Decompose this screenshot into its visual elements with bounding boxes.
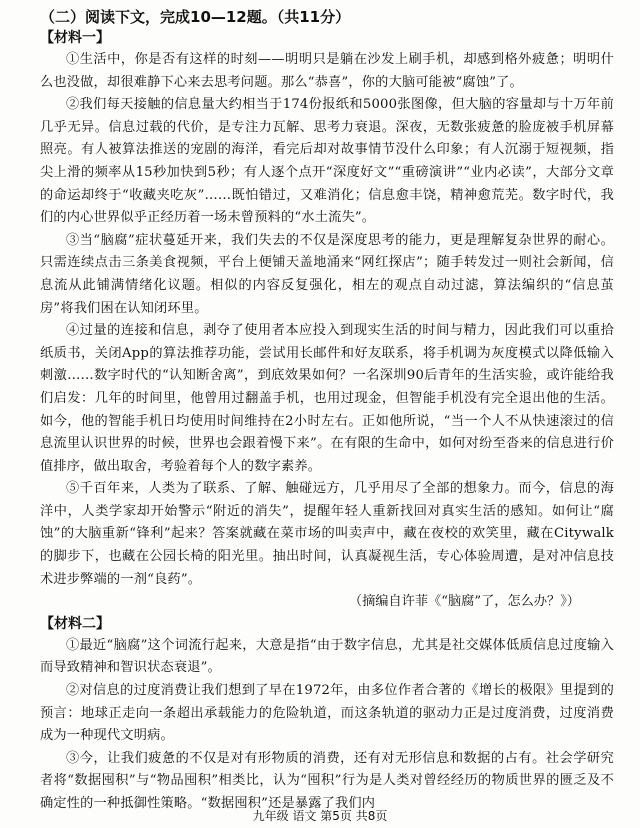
material-1-source: （摘编自许菲《“脑腐”了，怎么办？》） [348, 594, 580, 610]
material-2-label: 【材料二】 [40, 615, 110, 632]
page-footer: 九年级 语文 第5页 共8页 [252, 809, 388, 823]
material-2-paragraph-3: ③今，让我们疲惫的不仅是对有形物质的消费，还有对无形信息和数据的占有。社会学研究者将“数据囤积”与“物品囤积”相类比，认为“囤积”行为是人类对曾经经历的物质世界的匮乏及不确定性的一种抵御性策略。“数据囤积”还是暴露了我们内 [40, 750, 614, 810]
material-2-paragraph-2: ②对信息的过度消费让我们想到了早在1972年，由多位作者合著的《增长的极限》里提到的预言：地球正走向一条超出承载能力的危险轨道，而这条轨道的驱动力正是过度消费，过度消费成为一种现代文明病。 [40, 683, 614, 744]
material-2-paragraph-1: ①最近“脑腐”这个词流行起来，大意是指“由于数字信息，尤其是社交媒体低质信息过度输入而导致精神和智识状态衰退”。 [40, 637, 614, 676]
material-1-paragraph-4: ④过量的连接和信息，剥夺了使用者本应投入到现实生活的时间与精力，因此我们可以重拾纸质书，关闭App的算法推荐功能，尝试用长邮件和好友联系，将手机调为灰度模式以降低输入刺激……数字时代的“认知断舍离”，到底效果如何？一名深圳90后青年的生活实验，或许能给我们启发：几年的时间里，他曾用过翻盖手机，也用过现金，但智能手机没有完全退出他的生活。如今，他的智能手机日均使用时间维持在2小时左右。正如他所说，“当一个人不从快速滚过的信息流里认识世界的时候，世界也会跟着慢下来”。在有限的生命中，如何对纷至沓来的信息进行价值排序，做出取舍，考验着每个人的数字素养。 [40, 323, 614, 474]
material-1-paragraph-5: ⑤千百年来，人类为了联系、了解、触碰远方，几乎用尽了全部的想象力。而今，信息的海洋中，人类学家却开始警示“附近的消失”，提醒年轻人重新找回对真实生活的感知。如何让“腐蚀”的大脑重新“锋利”起来？答案就藏在菜市场的叫卖声中，藏在夜校的欢笑里，藏在Citywalk的脚步下，也藏在公园长椅的阳光里。抽出时间，认真凝视生活，专心体验周遭，是对冲信息技术进步弊端的一剂“良药”。 [40, 481, 614, 587]
section-title: （二）阅读下文，完成10—12题。（共11分） [40, 8, 351, 26]
material-1-label: 【材料一】 [40, 30, 110, 46]
material-1-paragraph-1: ①生活中，你是否有这样的时刻——明明只是躺在沙发上刷手机，却感到格外疲惫；明明什么也没做，却很难静下心来去思考问题。那么“恭喜”，你的大脑可能被“腐蚀”了。 [40, 52, 614, 90]
material-1-paragraph-2: ②我们每天接触的信息量大约相当于174份报纸和5000张图像，但大脑的容量却与十万年前几乎无异。信息过载的代价，是专注力瓦解、思考力衰退。深夜，无数张疲惫的脸庞被手机屏幕照亮。有人被算法推送的宠剧的海洋，看完后却对故事情节没什么印象；有人沉溺于短视频，指尖上滑的频率从15秒加快到5秒；有人逐个点开“深度好文”“重磅演讲”“业内必读”，大部分文章的命运却终于“收藏夹吃灰”……既怕错过，又难消化；信息愈丰饶，精神愈荒芜。数字时代，我们的内心世界似乎正经历着一场未曾预料的“水土流失”。 [40, 97, 614, 226]
material-1-paragraph-3: ③当“脑腐”症状蔓延开来，我们失去的不仅是深度思考的能力，更是理解复杂世界的耐心。只需连续点击三条美食视频，平台上便铺天盖地涌来“网红探店”；随手转发过一则社会新闻，信息流从此铺满情绪化议题。相似的内容反复强化，相左的观点自动过滤，算法编织的“信息茧房”将我们困在认知闭环里。 [40, 232, 614, 316]
page-body [40, 6, 614, 810]
